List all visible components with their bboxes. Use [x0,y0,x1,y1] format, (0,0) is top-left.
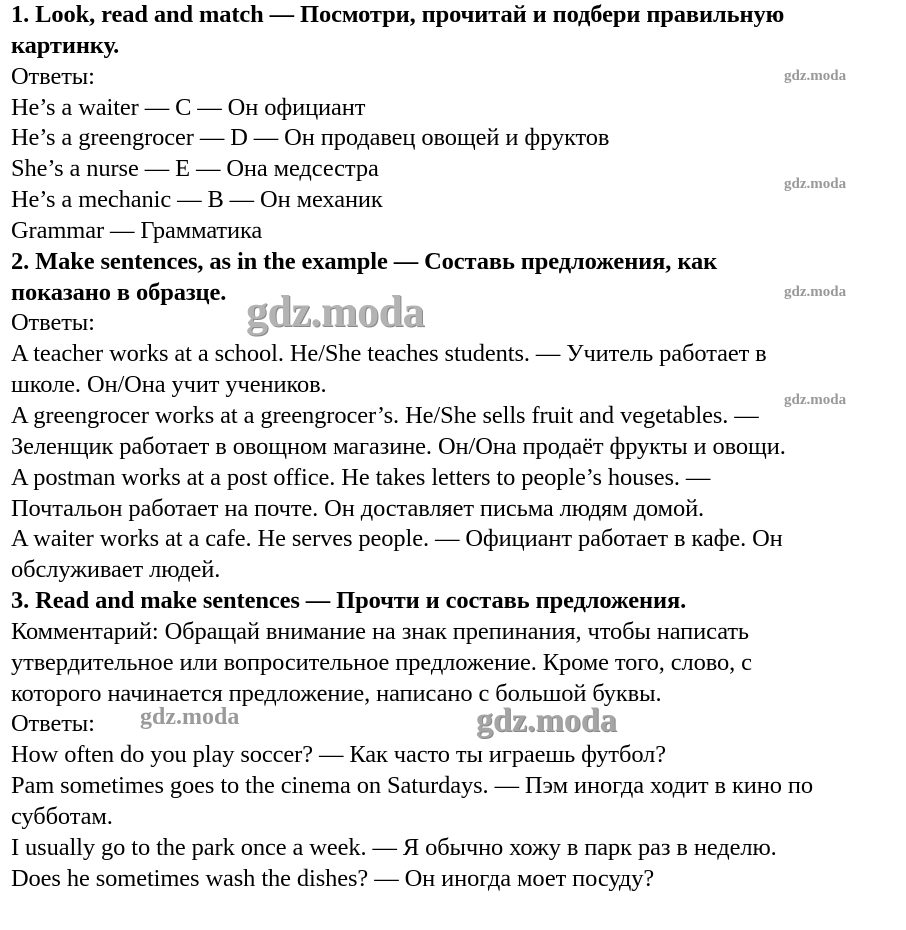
section-2-heading-line-1: 2. Make sentences, as in the example — Составь предложения, как [11,247,718,275]
section-2-line: A teacher works at a school. He/She teaches students. — Учитель работает в [11,340,767,368]
section-1-line: She’s a nurse — E — Она медсестра [11,155,379,183]
section-2-line: A greengrocer works at a greengrocer’s. He/She sells fruit and vegetables. — [11,401,759,429]
section-2-line: A postman works at a post office. He takes letters to people’s houses. — [11,463,711,491]
watermark: gdz.moda [784,284,847,300]
section-3-comment-line: Комментарий: Обращай внимание на знак препинания, чтобы написать [11,617,749,645]
section-1-heading-line-1: 1. Look, read and match — Посмотри, прочитай и подбери правильную [11,1,785,28]
watermark: gdz.moda [784,176,847,192]
watermark: gdz.moda [784,68,847,84]
section-3-heading: 3. Read and make sentences — Прочти и составь предложения. [11,587,687,615]
section-1-line: Grammar — Грамматика [11,216,263,244]
section-3-answers-label: Ответы: [11,710,95,738]
section-1-answers-label: Ответы: [11,62,95,90]
document-page [11,0,901,894]
watermark: gdz.moda [140,704,240,730]
section-2-line: A waiter works at a cafe. He serves people. — Официант работает в кафе. Он [11,525,783,553]
section-3-line: How often do you play soccer? — Как часто ты играешь футбол? [11,741,666,769]
watermark: gdz.moda [784,392,847,408]
section-1-line: He’s a mechanic — B — Он механик [11,186,383,214]
section-1-line: He’s a waiter — C — Он официант [11,93,366,121]
section-3-comment-line: утвердительное или вопросительное предложение. Кроме того, слово, с [11,648,752,676]
section-2-line: Зеленщик работает в овощном магазине. Он/Она продаёт фрукты и овощи. [11,432,786,460]
section-3-line: Does he sometimes wash the dishes? — Он иногда моет посуду? [11,864,655,892]
section-2-line: Почтальон работает на почте. Он доставляет письма людям домой. [11,494,705,522]
section-3-line: Pam sometimes goes to the cinema on Saturdays. — Пэм иногда ходит в кино по [11,772,813,800]
section-3-line: субботам. [11,802,113,830]
section-3-comment-line: которого начинается предложение, написано с большой буквы. [11,679,662,707]
section-1-line: He’s a greengrocer — D — Он продавец овощей и фруктов [11,124,610,152]
section-1-heading-line-2: картинку. [11,31,120,59]
section-2-line: школе. Он/Она учит учеников. [11,371,327,399]
section-2-answers-label: Ответы: [11,309,95,337]
watermark: gdz.moda [476,702,617,739]
section-3-line: I usually go to the park once a week. — Я обычно хожу в парк раз в неделю. [11,833,777,861]
section-2-line: обслуживает людей. [11,556,221,584]
section-2-heading-line-2: показано в образце. [11,278,227,306]
watermark: gdz.moda [246,287,425,336]
